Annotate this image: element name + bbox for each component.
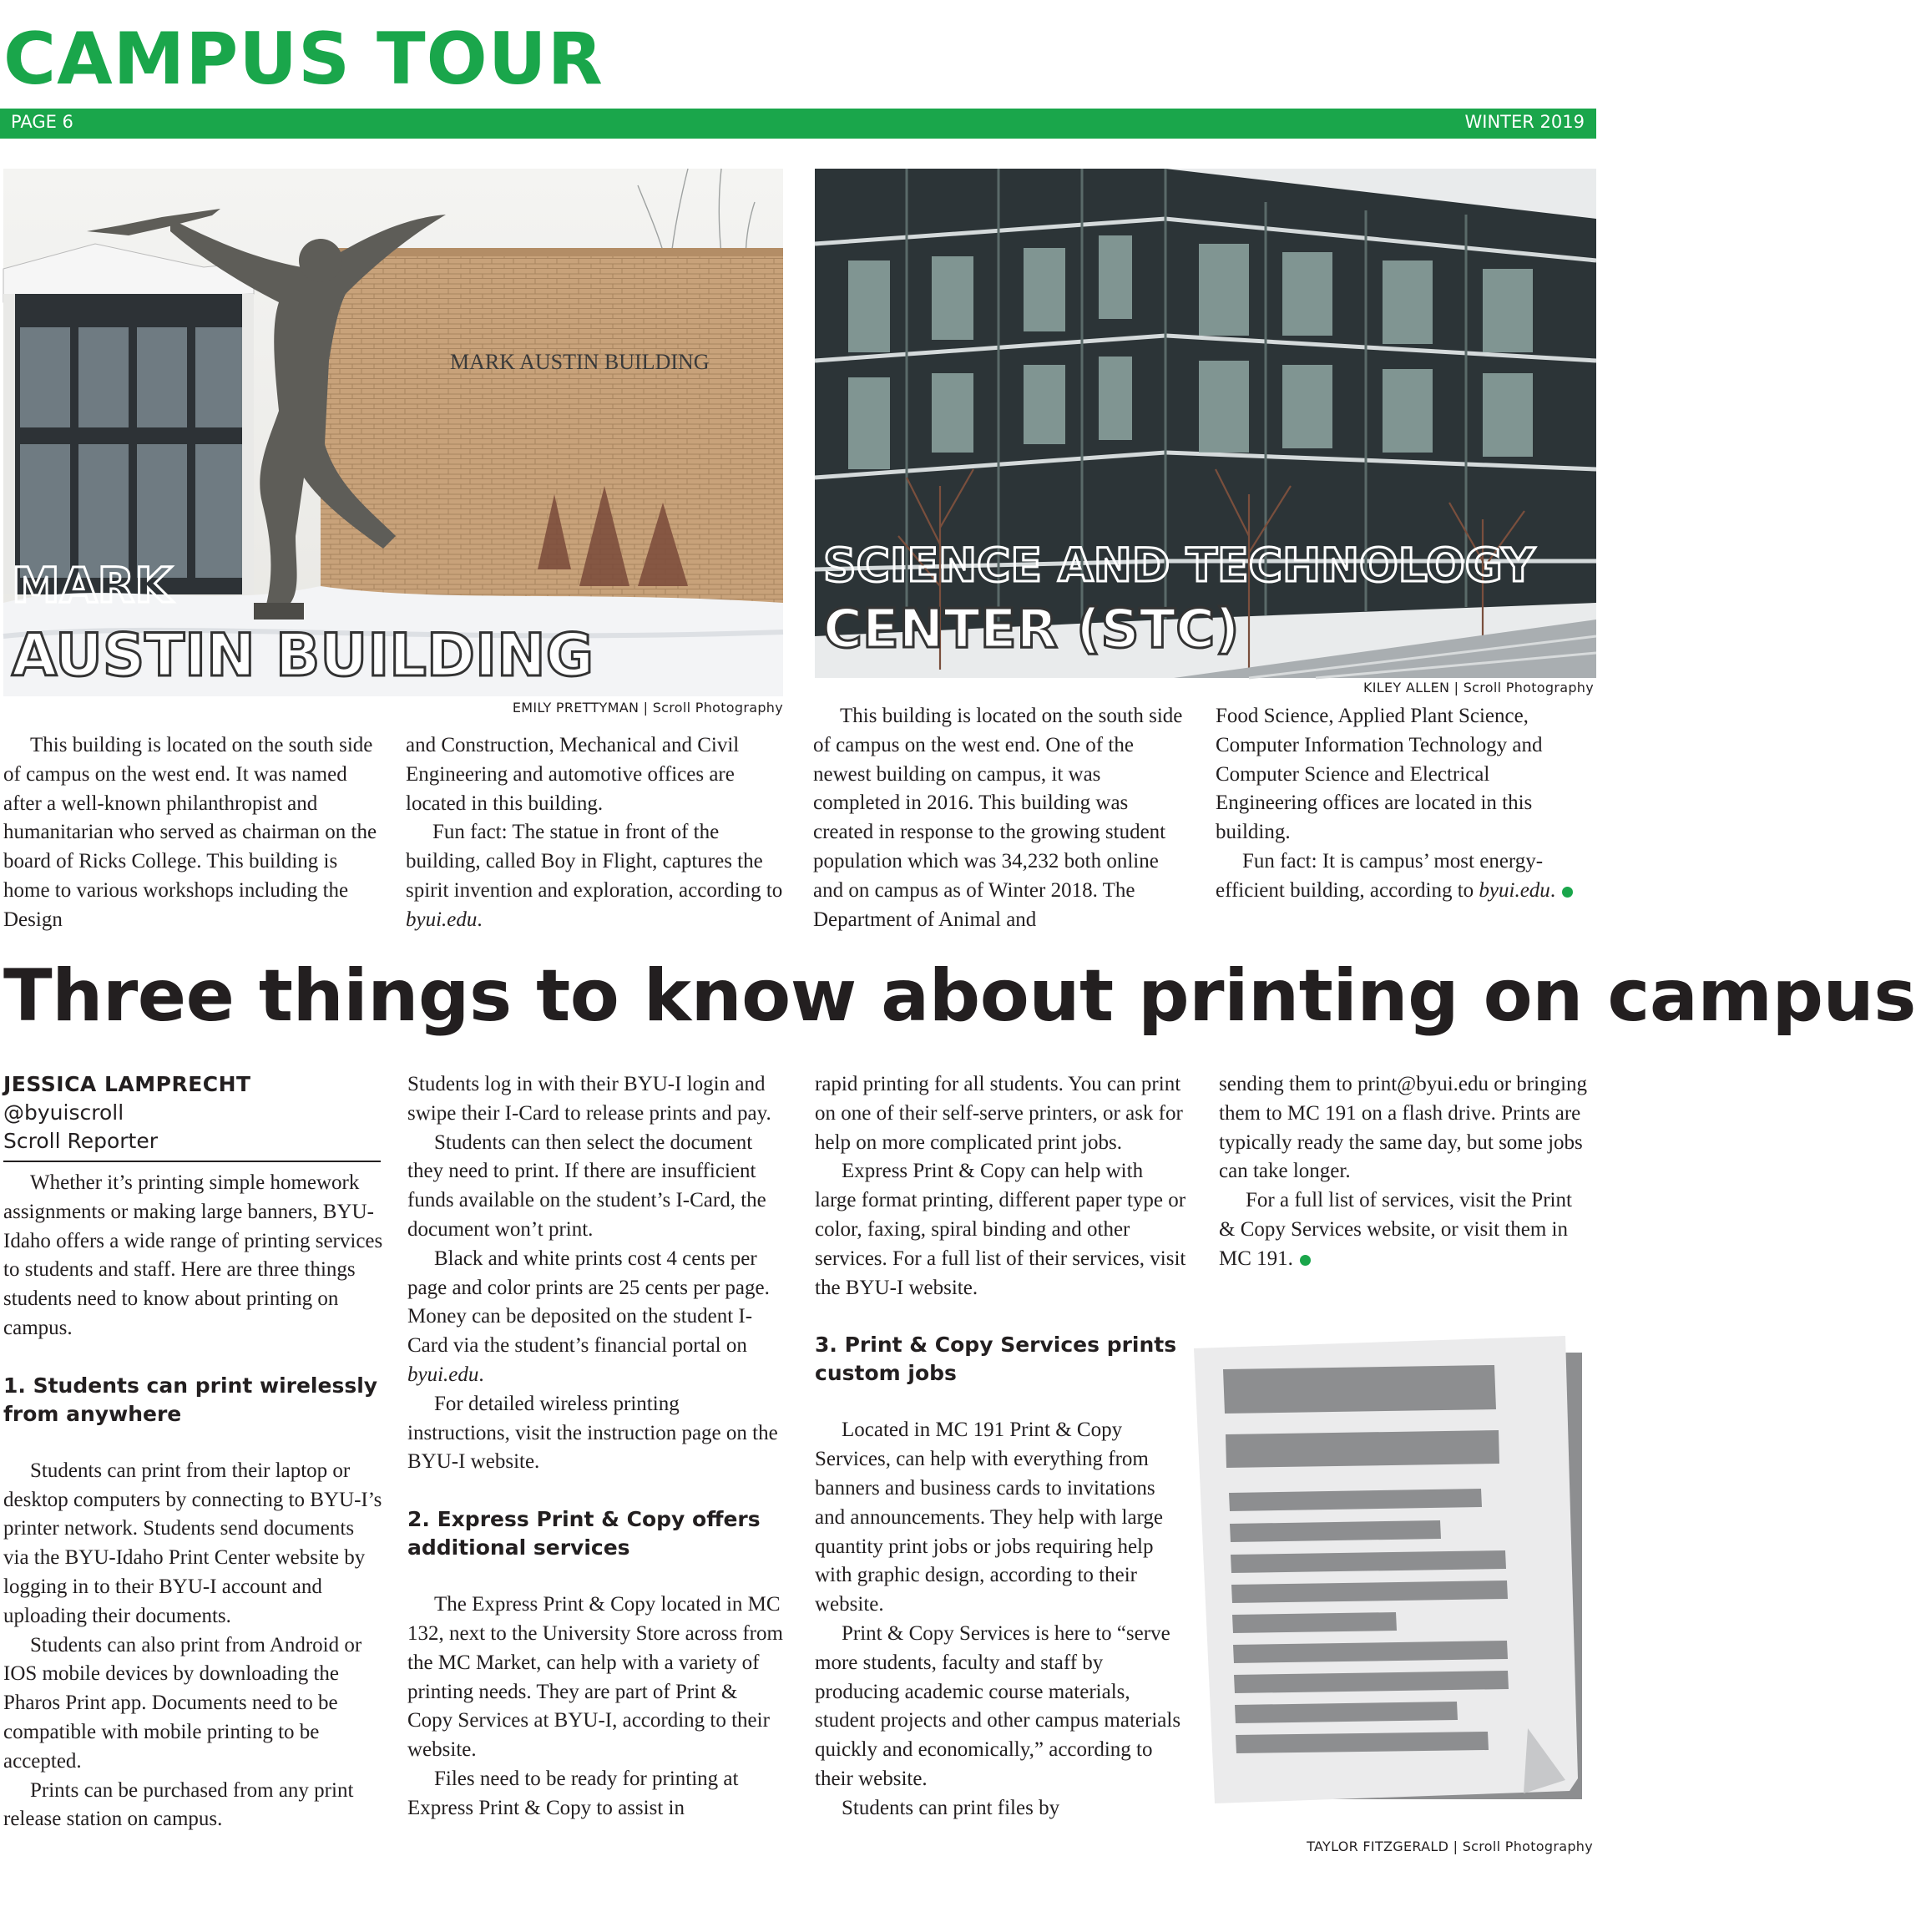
printing-col2 [407, 1070, 785, 1823]
body-paragraph: Express Print & Copy can help with large format printing, different paper type or color, faxing, spiral binding and other services. For a full list of their services, visit the BYU-I website. [815, 1160, 1186, 1299]
body-paragraph: Students log in with their BYU-I login and swipe their I-Card to release prints and pay. [407, 1073, 771, 1125]
printing-col4 [1219, 1070, 1593, 1274]
stc-title-line1: SCIENCE AND TECHNOLOGY [823, 539, 1535, 592]
body-paragraph: Prints can be purchased from any print release station on campus. [3, 1778, 354, 1831]
mark-austin-col1 [3, 731, 383, 935]
subhead-2: 2. Express Print & Copy offers additional services [407, 1507, 761, 1560]
body-paragraph: Located in MC 191 Print & Copy Services, can help with everything from banners and business cards to invitations and announcements. They help with large quantity print jobs or jobs requiring help with graphic design, according to their website. [815, 1419, 1164, 1616]
stc-photo-credit: KILEY ALLEN | Scroll Photography [1363, 680, 1594, 695]
body-paragraph: Students can print from their laptop or desktop computers by connecting to BYU-I’s printer network. Students send documents via the BYU-Idaho Print Center website by logging in to their BYU-I account and uploading their documents. [3, 1459, 382, 1627]
stc-photo [815, 169, 1596, 678]
mark-austin-fun-fact: Fun fact: The statue in front of the building, called Boy in Flight, captures the spirit invention and exploration, according to byui.edu. [406, 821, 783, 931]
body-paragraph: Black and white prints cost 4 cents per page and color prints are 25 cents per page. Money can be deposited on the student I-Card via the student’s financial portal on byui.edu. [407, 1247, 770, 1386]
stc-title-line2: CENTER (STC) [823, 599, 1240, 660]
byline-role: Scroll Reporter [3, 1129, 159, 1153]
mark-austin-col2 [406, 731, 786, 935]
stc-fun-fact: Fun fact: It is campus’ most energy-efficient building, according to byui.edu. [1216, 847, 1591, 906]
stc-col2 [1216, 702, 1591, 906]
body-paragraph: Students can also print from Android or IOS mobile devices by downloading the Pharos Print app. Documents need to be compatible with mobile printing to be accepted. [3, 1633, 362, 1773]
mark-austin-title-line2: AUSTIN BUILDING [12, 621, 594, 690]
source-link: byui.edu [406, 908, 478, 931]
end-mark-icon [1562, 887, 1573, 898]
body-paragraph: Files need to be ready for printing at Express Print & Copy to assist in [407, 1767, 739, 1819]
byline-divider [3, 1161, 381, 1162]
body-paragraph: Print & Copy Services is here to “serve more students, faculty and staff by producing academic course materials, student projects and other campus materials quickly and economically,” according to their website. [815, 1621, 1181, 1790]
stc-paragraph: Food Science, Applied Plant Science, Computer Information Technology and Computer Science and Electrical Engineering offices are located in this building. [1216, 705, 1543, 844]
source-link: byui.edu [407, 1363, 479, 1386]
body-paragraph: Students can print files by [842, 1796, 1060, 1819]
printing-col1 [3, 1070, 383, 1834]
mark-austin-paragraph: This building is located on the south side of campus on the west end. It was named after a well-known philanthropist and humanitarian who served as chairman on the board of Ricks College. This building is home to various workshops including the Design [3, 734, 377, 931]
mark-austin-photo [3, 169, 783, 696]
subhead-3: 3. Print & Copy Services prints custom jobs [815, 1333, 1177, 1386]
document-illustration [1185, 1336, 1586, 1803]
end-mark-icon [1300, 1255, 1311, 1266]
body-paragraph: sending them to print@byui.edu or bringing them to MC 191 on a flash drive. Prints are typically ready the same day, but some jobs can take longer. [1219, 1073, 1588, 1183]
illustration-credit: TAYLOR FITZGERALD | Scroll Photography [1307, 1838, 1593, 1854]
source-link: byui.edu [1479, 878, 1550, 902]
byline-handle: @byuiscroll [3, 1100, 124, 1125]
stc-paragraph: This building is located on the south side of campus on the west end. One of the newest building on campus, it was completed in 2016. This building was created in response to the growing student population which was 34,232 both online and on campus as of Winter 2018. The Department of Animal and [813, 705, 1183, 931]
subhead-1: 1. Students can print wirelessly from anywhere [3, 1373, 378, 1426]
byline-name: JESSICA LAMPRECHT [3, 1072, 251, 1096]
printing-col3 [815, 1070, 1189, 1823]
body-paragraph: For a full list of services, visit the Print & Copy Services website, or visit them in MC 191. [1219, 1189, 1572, 1270]
intro-paragraph: Whether it’s printing simple homework assignments or making large banners, BYU-Idaho offers a wide range of printing services to students and staff. Here are three things students need to know about printing on campus. [3, 1171, 383, 1339]
page-number: PAGE 6 [11, 112, 73, 132]
mark-austin-title-line1: MARK [12, 557, 173, 614]
body-paragraph: rapid printing for all students. You can print on one of their self-serve printers, or ask for help on more complicated print jobs. [815, 1073, 1183, 1154]
stc-col1 [813, 702, 1189, 934]
mark-austin-photo-credit: EMILY PRETTYMAN | Scroll Photography [512, 700, 783, 716]
body-paragraph: For detailed wireless printing instructions, visit the instruction page on the BYU-I website. [407, 1392, 778, 1474]
article-headline: Three things to know about printing on campus [3, 954, 1916, 1038]
section-title: CAMPUS TOUR [3, 18, 604, 101]
header-bar [0, 109, 1596, 139]
issue-date: WINTER 2019 [1464, 112, 1585, 132]
body-paragraph: Students can then select the document they need to print. If there are insufficient funds available on the student’s I-Card, the document won’t print. [407, 1130, 766, 1241]
body-paragraph: The Express Print & Copy located in MC 132, next to the University Store across from the MC Market, can help with a variety of printing needs. They are part of Print & Copy Services at BYU-I, according to their website. [407, 1593, 783, 1762]
mark-austin-paragraph: and Construction, Mechanical and Civil Engineering and automotive offices are located in this building. [406, 734, 740, 815]
building-sign: MARK AUSTIN BUILDING [450, 350, 710, 374]
